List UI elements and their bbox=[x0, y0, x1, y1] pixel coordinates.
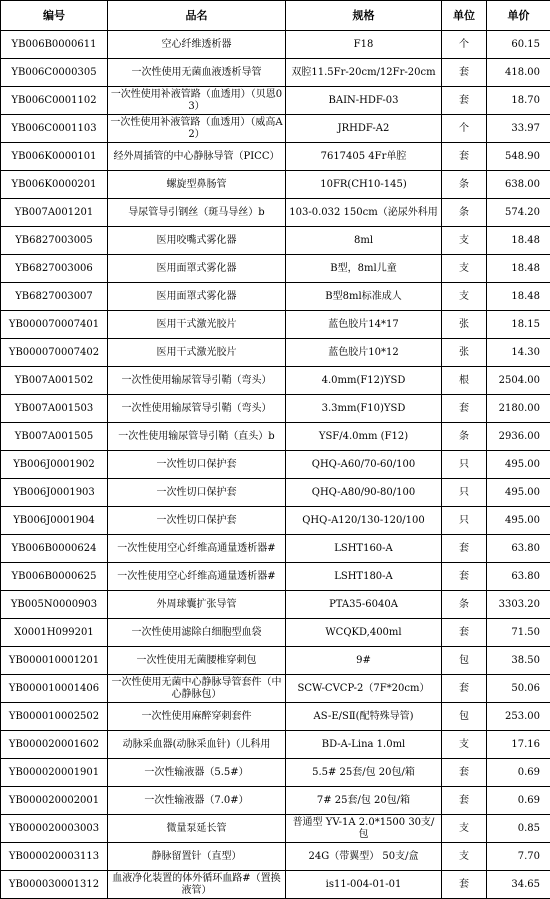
cell-name: 静脉留置针（直型） bbox=[108, 843, 286, 871]
cell-price: 495.00 bbox=[487, 507, 550, 535]
cell-code: YB6827003006 bbox=[1, 255, 108, 283]
cell-spec: F18 bbox=[286, 31, 442, 59]
cell-price: 495.00 bbox=[487, 451, 550, 479]
cell-code: YB007A001505 bbox=[1, 423, 108, 451]
cell-spec: QHQ-A60/70-60/100 bbox=[286, 451, 442, 479]
cell-unit: 套 bbox=[442, 675, 487, 703]
cell-price: 33.97 bbox=[487, 115, 550, 143]
cell-name: 医用面罩式雾化器 bbox=[108, 283, 286, 311]
cell-price: 71.50 bbox=[487, 619, 550, 647]
cell-code: YB000010001201 bbox=[1, 647, 108, 675]
cell-code: YB000070007402 bbox=[1, 339, 108, 367]
cell-unit: 个 bbox=[442, 115, 487, 143]
cell-name: 一次性使用无菌腰椎穿刺包 bbox=[108, 647, 286, 675]
cell-spec: 5.5# 25套/包 20包/箱 bbox=[286, 759, 442, 787]
cell-spec: 蓝色胶片14*17 bbox=[286, 311, 442, 339]
table-row bbox=[1, 451, 550, 479]
cell-code: YB6827003007 bbox=[1, 283, 108, 311]
cell-code: YB007A001502 bbox=[1, 367, 108, 395]
cell-price: 14.30 bbox=[487, 339, 550, 367]
cell-price: 17.16 bbox=[487, 731, 550, 759]
cell-unit: 条 bbox=[442, 171, 487, 199]
table-row bbox=[1, 339, 550, 367]
cell-spec: 3.3mm(F10)YSD bbox=[286, 395, 442, 423]
cell-unit: 个 bbox=[442, 31, 487, 59]
cell-name: 医用咬嘴式雾化器 bbox=[108, 227, 286, 255]
cell-code: YB006J0001904 bbox=[1, 507, 108, 535]
cell-spec: B型，8ml儿童 bbox=[286, 255, 442, 283]
cell-spec: 普通型 YV-1A 2.0*1500 30支/包 bbox=[286, 815, 442, 843]
cell-unit: 套 bbox=[442, 619, 487, 647]
table-row bbox=[1, 619, 550, 647]
table-row bbox=[1, 143, 550, 171]
cell-price: 18.70 bbox=[487, 87, 550, 115]
cell-code: YB006C0000305 bbox=[1, 59, 108, 87]
cell-spec: 蓝色胶片10*12 bbox=[286, 339, 442, 367]
cell-spec: YSF/4.0mm (F12) bbox=[286, 423, 442, 451]
cell-price: 18.15 bbox=[487, 311, 550, 339]
cell-spec: 103-0.032 150cm（泌尿外科用 bbox=[286, 199, 442, 227]
cell-spec: JRHDF-A2 bbox=[286, 115, 442, 143]
table-row bbox=[1, 227, 550, 255]
cell-code: YB006J0001903 bbox=[1, 479, 108, 507]
cell-spec: SCW-CVCP-2（7F*20cm） bbox=[286, 675, 442, 703]
cell-code: YB006B0000624 bbox=[1, 535, 108, 563]
table-row bbox=[1, 675, 550, 703]
cell-spec: WCQKD,400ml bbox=[286, 619, 442, 647]
cell-unit: 套 bbox=[442, 759, 487, 787]
cell-name: 一次性使用空心纤维高通量透析器# bbox=[108, 535, 286, 563]
cell-unit: 根 bbox=[442, 367, 487, 395]
cell-unit: 只 bbox=[442, 479, 487, 507]
table-row bbox=[1, 759, 550, 787]
cell-name: 空心纤维透析器 bbox=[108, 31, 286, 59]
cell-name: 一次性使用无菌血液透析导管 bbox=[108, 59, 286, 87]
cell-price: 495.00 bbox=[487, 479, 550, 507]
cell-unit: 支 bbox=[442, 227, 487, 255]
cell-spec: LSHT180-A bbox=[286, 563, 442, 591]
cell-unit: 包 bbox=[442, 703, 487, 731]
cell-name: 一次性使用空心纤维高通量透析器# bbox=[108, 563, 286, 591]
cell-price: 548.90 bbox=[487, 143, 550, 171]
cell-unit: 张 bbox=[442, 339, 487, 367]
header-unit: 单位 bbox=[442, 1, 487, 31]
cell-code: YB006C0001102 bbox=[1, 87, 108, 115]
cell-price: 2180.00 bbox=[487, 395, 550, 423]
cell-price: 638.00 bbox=[487, 171, 550, 199]
cell-price: 50.06 bbox=[487, 675, 550, 703]
table-row bbox=[1, 115, 550, 143]
cell-unit: 套 bbox=[442, 395, 487, 423]
table-row bbox=[1, 395, 550, 423]
cell-name: 一次性使用输尿管导引鞘（直头）b bbox=[108, 423, 286, 451]
cell-unit: 套 bbox=[442, 563, 487, 591]
cell-price: 7.70 bbox=[487, 843, 550, 871]
cell-code: YB007A001201 bbox=[1, 199, 108, 227]
cell-name: 医用干式激光胶片 bbox=[108, 311, 286, 339]
cell-name: 一次性使用输尿管导引鞘（弯头） bbox=[108, 395, 286, 423]
cell-price: 0.85 bbox=[487, 815, 550, 843]
cell-unit: 套 bbox=[442, 535, 487, 563]
table-row bbox=[1, 367, 550, 395]
table-row bbox=[1, 647, 550, 675]
cell-price: 63.80 bbox=[487, 563, 550, 591]
table-row bbox=[1, 703, 550, 731]
table-row bbox=[1, 731, 550, 759]
cell-spec: B型8ml标准成人 bbox=[286, 283, 442, 311]
cell-spec: 8ml bbox=[286, 227, 442, 255]
cell-spec: LSHT160-A bbox=[286, 535, 442, 563]
cell-unit: 条 bbox=[442, 423, 487, 451]
cell-price: 63.80 bbox=[487, 535, 550, 563]
cell-spec: BD-A-Lina 1.0ml bbox=[286, 731, 442, 759]
cell-name: 一次性切口保护套 bbox=[108, 507, 286, 535]
cell-price: 574.20 bbox=[487, 199, 550, 227]
cell-spec: QHQ-A80/90-80/100 bbox=[286, 479, 442, 507]
cell-spec: AS-E/SⅡ(配特殊导管) bbox=[286, 703, 442, 731]
table-row bbox=[1, 311, 550, 339]
cell-price: 2936.00 bbox=[487, 423, 550, 451]
cell-unit: 套 bbox=[442, 787, 487, 815]
cell-spec: QHQ-A120/130-120/100 bbox=[286, 507, 442, 535]
cell-name: 医用面罩式雾化器 bbox=[108, 255, 286, 283]
cell-spec: 7617405 4Fr单腔 bbox=[286, 143, 442, 171]
cell-code: YB6827003005 bbox=[1, 227, 108, 255]
cell-name: 一次性使用麻醉穿刺套件 bbox=[108, 703, 286, 731]
cell-code: YB000030001312 bbox=[1, 871, 108, 899]
cell-unit: 套 bbox=[442, 143, 487, 171]
table-row bbox=[1, 871, 550, 899]
cell-name: 一次性输液器（5.5#） bbox=[108, 759, 286, 787]
cell-spec: 24G（带翼型） 50支/盒 bbox=[286, 843, 442, 871]
table-row bbox=[1, 787, 550, 815]
table-row bbox=[1, 199, 550, 227]
cell-price: 3303.20 bbox=[487, 591, 550, 619]
cell-code: YB000070007401 bbox=[1, 311, 108, 339]
table-row bbox=[1, 255, 550, 283]
cell-code: YB000020001901 bbox=[1, 759, 108, 787]
table-row bbox=[1, 87, 550, 115]
cell-name: 一次性使用输尿管导引鞘（弯头） bbox=[108, 367, 286, 395]
cell-name: 动脉采血器(动脉采血针)（儿科用 bbox=[108, 731, 286, 759]
table-row bbox=[1, 535, 550, 563]
cell-spec: BAIN-HDF-03 bbox=[286, 87, 442, 115]
cell-price: 418.00 bbox=[487, 59, 550, 87]
cell-unit: 只 bbox=[442, 451, 487, 479]
cell-price: 0.69 bbox=[487, 759, 550, 787]
cell-name: 医用干式激光胶片 bbox=[108, 339, 286, 367]
cell-spec: 9# bbox=[286, 647, 442, 675]
cell-unit: 条 bbox=[442, 591, 487, 619]
header-price: 单价 bbox=[487, 1, 550, 31]
cell-name: 一次性切口保护套 bbox=[108, 479, 286, 507]
cell-price: 38.50 bbox=[487, 647, 550, 675]
cell-code: YB000020002001 bbox=[1, 787, 108, 815]
cell-unit: 包 bbox=[442, 647, 487, 675]
cell-unit: 只 bbox=[442, 507, 487, 535]
cell-name: 一次性使用无菌中心静脉导管套件（中心静脉包） bbox=[108, 675, 286, 703]
cell-unit: 支 bbox=[442, 815, 487, 843]
cell-code: YB000020003003 bbox=[1, 815, 108, 843]
cell-price: 60.15 bbox=[487, 31, 550, 59]
cell-name: 导尿管导引钢丝（斑马导丝）b bbox=[108, 199, 286, 227]
cell-name: 经外周插管的中心静脉导管（PICC） bbox=[108, 143, 286, 171]
cell-code: YB006C0001103 bbox=[1, 115, 108, 143]
cell-code: YB000020003113 bbox=[1, 843, 108, 871]
cell-price: 0.69 bbox=[487, 787, 550, 815]
cell-unit: 张 bbox=[442, 311, 487, 339]
table-row bbox=[1, 423, 550, 451]
cell-code: YB007A001503 bbox=[1, 395, 108, 423]
table-row bbox=[1, 59, 550, 87]
cell-code: YB000010002502 bbox=[1, 703, 108, 731]
cell-code: YB006B0000625 bbox=[1, 563, 108, 591]
cell-spec: is11-004-01-01 bbox=[286, 871, 442, 899]
table-row bbox=[1, 843, 550, 871]
cell-name: 一次性输液器（7.0#） bbox=[108, 787, 286, 815]
table-body bbox=[1, 31, 550, 899]
header-row bbox=[1, 1, 550, 31]
cell-price: 18.48 bbox=[487, 283, 550, 311]
cell-name: 微量泵延长管 bbox=[108, 815, 286, 843]
header-name: 品名 bbox=[108, 1, 286, 31]
cell-code: YB000010001406 bbox=[1, 675, 108, 703]
cell-unit: 条 bbox=[442, 199, 487, 227]
cell-spec: 7# 25套/包 20包/箱 bbox=[286, 787, 442, 815]
cell-unit: 支 bbox=[442, 843, 487, 871]
cell-name: 血液净化装置的体外循环血路#（置换液管） bbox=[108, 871, 286, 899]
cell-name: 一次性使用补液管路（血透用）（贝恩03） bbox=[108, 87, 286, 115]
cell-name: 一次性切口保护套 bbox=[108, 451, 286, 479]
cell-spec: 10FR(CH10-145) bbox=[286, 171, 442, 199]
cell-name: 一次性使用补液管路（血透用）（威高A2） bbox=[108, 115, 286, 143]
table-row bbox=[1, 283, 550, 311]
table-row bbox=[1, 479, 550, 507]
cell-spec: 双腔11.5Fr-20cm/12Fr-20cm bbox=[286, 59, 442, 87]
cell-code: YB006B0000611 bbox=[1, 31, 108, 59]
cell-unit: 套 bbox=[442, 871, 487, 899]
table-row bbox=[1, 171, 550, 199]
table-row bbox=[1, 31, 550, 59]
cell-spec: 4.0mm(F12)YSD bbox=[286, 367, 442, 395]
cell-name: 螺旋型鼻肠管 bbox=[108, 171, 286, 199]
cell-unit: 支 bbox=[442, 731, 487, 759]
cell-code: YB006K0000101 bbox=[1, 143, 108, 171]
cell-price: 2504.00 bbox=[487, 367, 550, 395]
table-row bbox=[1, 591, 550, 619]
cell-unit: 支 bbox=[442, 283, 487, 311]
cell-price: 34.65 bbox=[487, 871, 550, 899]
cell-code: YB006K0000201 bbox=[1, 171, 108, 199]
cell-name: 一次性使用滤除白细胞型血袋 bbox=[108, 619, 286, 647]
cell-code: YB005N0000903 bbox=[1, 591, 108, 619]
header-spec: 规格 bbox=[286, 1, 442, 31]
cell-code: YB006J0001902 bbox=[1, 451, 108, 479]
cell-price: 18.48 bbox=[487, 255, 550, 283]
cell-spec: PTA35-6040A bbox=[286, 591, 442, 619]
table-row bbox=[1, 563, 550, 591]
table-row bbox=[1, 815, 550, 843]
header-code: 编号 bbox=[1, 1, 108, 31]
cell-name: 外周球囊扩张导管 bbox=[108, 591, 286, 619]
table-row bbox=[1, 507, 550, 535]
cell-unit: 支 bbox=[442, 255, 487, 283]
cell-price: 18.48 bbox=[487, 227, 550, 255]
cell-code: X0001H099201 bbox=[1, 619, 108, 647]
cell-unit: 套 bbox=[442, 87, 487, 115]
cell-code: YB000020001602 bbox=[1, 731, 108, 759]
cell-unit: 套 bbox=[442, 59, 487, 87]
cell-price: 253.00 bbox=[487, 703, 550, 731]
